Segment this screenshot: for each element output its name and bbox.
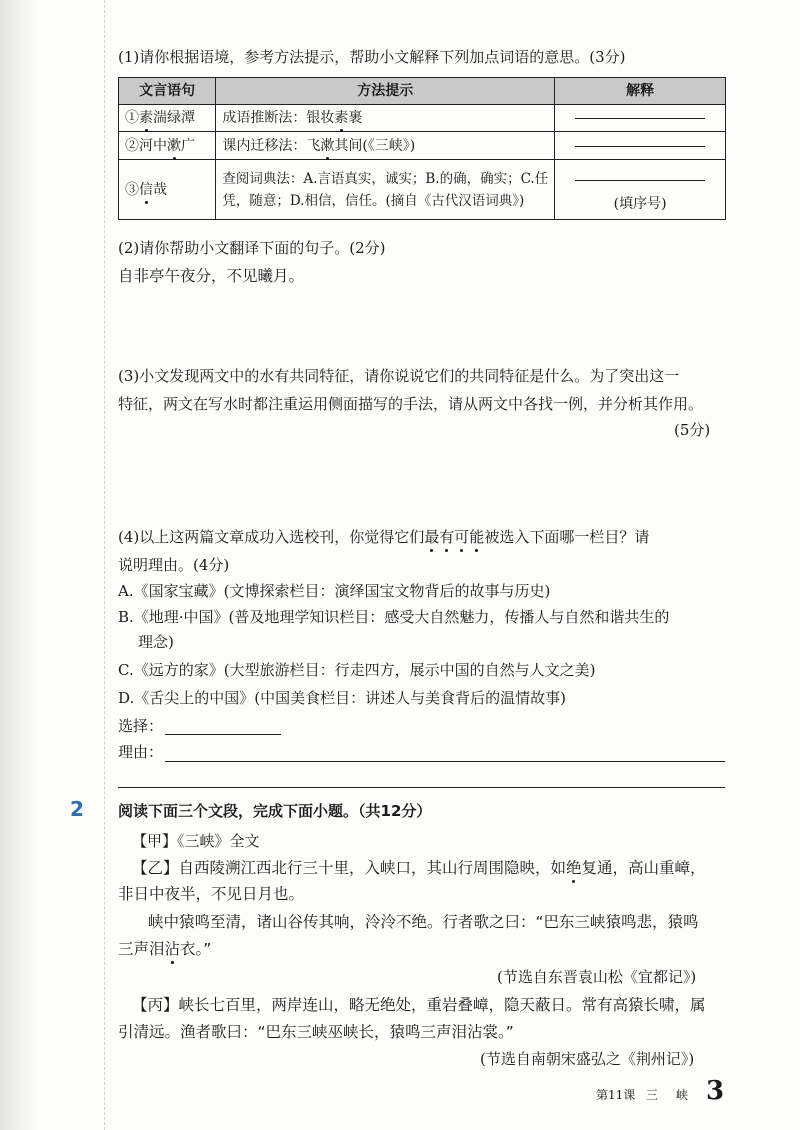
reason-blank-2[interactable] — [118, 787, 725, 788]
passage-jia: 【甲】《三峡》全文 — [132, 832, 260, 850]
q3-line1: (3)小文发现两文中的水有共同特征，请你说说它们的共同特征是什么。为了突出这一 — [118, 367, 680, 385]
passage-yi-line2: 非日中夜半，不见日月也。 — [118, 885, 305, 903]
page-binding-shadow — [0, 0, 40, 1130]
page-number: 3 — [706, 1076, 725, 1106]
q4-option-b-cont: 理念) — [138, 633, 174, 651]
passage-yi-p2-line2: 三声泪沾衣。” — [118, 940, 212, 958]
row2-hint: 课内迁移法：飞漱其间(《三峡》) — [216, 132, 555, 160]
passage-yi-source: (节选自东晋袁山松《宜都记》) — [497, 968, 697, 986]
passage-bing-source: (节选自南朝宋盛弘之《荆州记》) — [480, 1050, 695, 1068]
q2-sentence: 自非亭午夜分，不见曦月。 — [118, 267, 305, 285]
row3-sentence: ③信哉 — [119, 160, 216, 220]
q4-reason-label: 理由： — [118, 743, 164, 761]
row2-answer[interactable] — [555, 132, 726, 160]
table-row — [119, 132, 726, 160]
footer-lesson: 第11课 — [596, 1088, 636, 1102]
passage-yi-p2-line1: 峡中猿鸣至清，诸山谷传其响，泠泠不绝。行者歌之曰：“巴东三峡猿鸣悲，猿鸣 — [148, 913, 699, 931]
table-header-row — [119, 78, 726, 105]
header-method: 方法提示 — [216, 78, 555, 105]
q3-line2: 特征，两文在写水时都注重运用侧面描写的手法，请从两文中各找一例，并分析其作用。 — [118, 395, 704, 413]
header-sentence: 文言语句 — [119, 78, 216, 105]
reason-blank-1[interactable] — [165, 761, 725, 762]
footer-title-2: 峡 — [676, 1088, 689, 1102]
header-explanation: 解释 — [555, 78, 726, 105]
q1-stem: (1)请你根据语境，参考方法提示，帮助小文解释下列加点词语的意思。(3分) — [118, 48, 626, 66]
row1-answer-blank[interactable] — [575, 117, 705, 119]
q4-line2: 说明理由。(4分) — [118, 556, 230, 574]
passage-yi-line1: 【乙】自西陵溯江西北行三十里，入峡口，其山行周围隐映，如绝复通，高山重嶂， — [132, 859, 706, 877]
q1-table — [118, 77, 726, 220]
margin-dashed-line — [104, 0, 105, 1130]
q4-option-d: D.《舌尖上的中国》(中国美食栏目：讲述人与美食背后的温情故事) — [118, 689, 566, 707]
q4-option-a: A.《国家宝藏》(文博探索栏目：演绎国宝文物背后的故事与历史) — [118, 582, 551, 600]
row1-answer[interactable] — [555, 105, 726, 132]
row1-sentence: ①素湍绿潭 — [119, 105, 216, 132]
passage-bing-line2: 引清远。渔者歌曰：“巴东三峡巫峡长，猿鸣三声泪沾裳。” — [118, 1023, 514, 1041]
row2-answer-blank[interactable] — [575, 145, 705, 147]
table-row — [119, 160, 726, 220]
q4-option-c: C.《远方的家》(大型旅游栏目：行走四方，展示中国的自然与人文之美) — [118, 661, 596, 679]
choice-blank[interactable] — [165, 734, 281, 735]
q2-stem: (2)请你帮助小文翻译下面的句子。(2分) — [118, 239, 386, 257]
q4-choice-label: 选择： — [118, 717, 164, 735]
table-row — [119, 105, 726, 132]
fill-note: (填序号) — [613, 195, 667, 212]
q4-line1: (4)以上这两篇文章成功入选校刊，你觉得它们最有可能被选入下面哪一栏目？请 — [118, 528, 650, 546]
passage-bing-line1: 【丙】峡长七百里，两岸连山，略无绝处，重岩叠嶂，隐天蔽日。常有高猿长啸，属 — [132, 996, 706, 1014]
row3-answer-blank[interactable] — [575, 179, 705, 181]
q4-option-b: B.《地理·中国》(普及地理学知识栏目：感受大自然魅力，传播人与自然和谐共生的 — [118, 608, 670, 626]
section-number: 2 — [70, 797, 84, 821]
row2-sentence: ②河中漱广 — [119, 132, 216, 160]
row1-hint: 成语推断法：银妆素裹 — [216, 105, 555, 132]
footer-title-1: 三 — [646, 1088, 659, 1102]
q3-score: (5分) — [674, 421, 711, 439]
section-heading: 阅读下面三个文段，完成下面小题。（共12分） — [118, 802, 432, 820]
row3-answer[interactable] — [555, 160, 726, 220]
row3-hint: 查阅词典法：A.言语真实，诚实；B.的确，确实；C.任 凭，随意；D.相信，信任。(摘自《古代汉语词典》) — [216, 160, 555, 220]
